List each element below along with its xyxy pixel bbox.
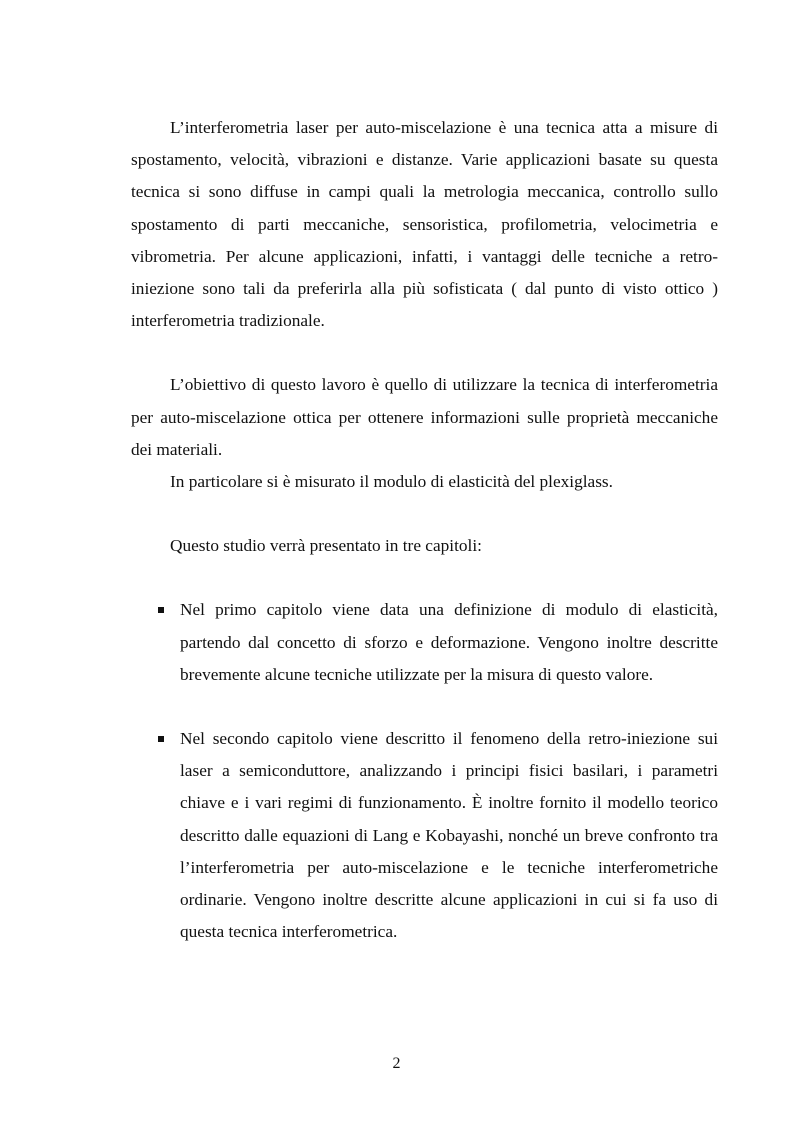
list-item-text: Nel primo capitolo viene data una definizione di modulo di elasticità, partendo dal concetto di sforzo e deformazione. Vengono inoltre descritte brevemente alcune tecniche utilizzate per la misura di questo valore. bbox=[180, 600, 718, 684]
chapter-list bbox=[131, 594, 718, 948]
page-number: 2 bbox=[392, 1055, 401, 1072]
square-bullet-icon bbox=[158, 607, 164, 613]
outline-intro: Questo studio verrà presentato in tre capitoli: bbox=[170, 536, 482, 556]
document-body bbox=[131, 112, 718, 948]
objective-paragraph: L’obiettivo di questo lavoro è quello di utilizzare la tecnica di interferometria per auto-miscelazione ottica per ottenere informazioni sulle proprietà meccaniche dei materiali. bbox=[131, 375, 718, 459]
list-item-text: Nel secondo capitolo viene descritto il fenomeno della retro-iniezione sui laser a semiconduttore, analizzando i principi fisici basilari, i parametri chiave e i vari regimi di funzionamento. È inoltre fornito il modello teorico descritto dalle equazioni di Lang e Kobayashi, nonché un breve confronto tra l’interferometria per auto-miscelazione e le tecniche interferometriche ordinarie. Vengono inoltre descritte alcune applicazioni in cui si fa uso di questa tecnica interferometrica. bbox=[180, 729, 718, 942]
list-item bbox=[131, 723, 718, 948]
list-item bbox=[131, 594, 718, 691]
intro-paragraph: L’interferometria laser per auto-miscelazione è una tecnica atta a misure di spostamento, velocità, vibrazioni e distanze. Varie applicazioni basate su questa tecnica si sono diffuse in campi quali la metrologia meccanica, controllo sullo spostamento di parti meccaniche, sensoristica, profilometria, velocimetria e vibrometria. Per alcune applicazioni, infatti, i vantaggi delle tecniche a retro-iniezione sono tali da preferirla alla più sofisticata ( dal punto di visto ottico ) interferometria tradizionale. bbox=[131, 118, 718, 331]
square-bullet-icon bbox=[158, 736, 164, 742]
detail-paragraph: In particolare si è misurato il modulo di elasticità del plexiglass. bbox=[170, 472, 613, 492]
